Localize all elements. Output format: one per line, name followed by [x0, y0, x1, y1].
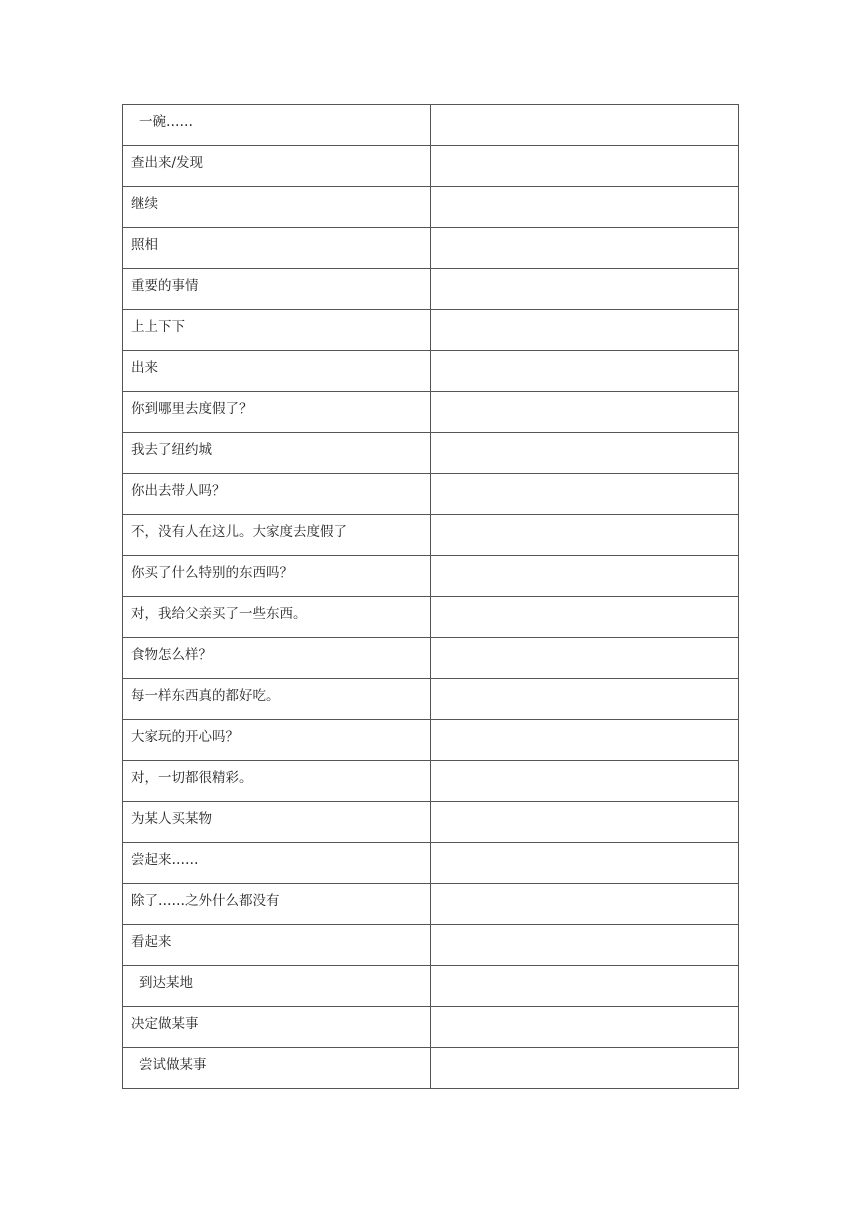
answer-text	[431, 1007, 738, 1015]
answer-cell[interactable]	[431, 269, 739, 310]
table-row	[123, 761, 739, 802]
table-row	[123, 351, 739, 392]
answer-cell[interactable]	[431, 884, 739, 925]
answer-cell[interactable]	[431, 761, 739, 802]
table-row	[123, 802, 739, 843]
phrase-text: 到达某地	[139, 975, 193, 991]
answer-text	[431, 310, 738, 318]
answer-cell[interactable]	[431, 351, 739, 392]
answer-text	[431, 802, 738, 810]
answer-text	[431, 269, 738, 277]
phrase-text: 重要的事情	[131, 278, 199, 294]
answer-text	[431, 720, 738, 728]
phrase-text: 一碗……	[139, 114, 193, 130]
answer-cell[interactable]	[431, 843, 739, 884]
table-row	[123, 392, 739, 433]
answer-text	[431, 761, 738, 769]
phrase-translation-table	[122, 104, 739, 1089]
phrase-cell	[123, 761, 431, 802]
phrase-text: 大家玩的开心吗？	[131, 729, 239, 745]
table-row	[123, 1048, 739, 1089]
table-row	[123, 966, 739, 1007]
table-body	[123, 105, 739, 1089]
phrase-text: 上上下下	[131, 319, 185, 335]
answer-cell[interactable]	[431, 720, 739, 761]
phrase-cell	[123, 228, 431, 269]
answer-text	[431, 146, 738, 154]
answer-cell[interactable]	[431, 187, 739, 228]
answer-cell[interactable]	[431, 228, 739, 269]
phrase-text: 尝起来……	[131, 852, 199, 868]
phrase-text: 食物怎么样？	[131, 647, 212, 663]
table-row	[123, 515, 739, 556]
phrase-cell	[123, 1048, 431, 1089]
table-row	[123, 1007, 739, 1048]
answer-cell[interactable]	[431, 925, 739, 966]
table-row	[123, 556, 739, 597]
phrase-cell	[123, 146, 431, 187]
answer-cell[interactable]	[431, 638, 739, 679]
answer-text	[431, 351, 738, 359]
table-row	[123, 105, 739, 146]
phrase-text: 决定做某事	[131, 1016, 199, 1032]
table-row	[123, 679, 739, 720]
phrase-text: 照相	[131, 237, 158, 253]
phrase-cell	[123, 351, 431, 392]
phrase-text: 我去了纽约城	[131, 442, 212, 458]
answer-cell[interactable]	[431, 966, 739, 1007]
table-row	[123, 433, 739, 474]
table-row	[123, 474, 739, 515]
phrase-text: 你到哪里去度假了？	[131, 401, 253, 417]
answer-cell[interactable]	[431, 474, 739, 515]
table-row	[123, 720, 739, 761]
phrase-text: 对，一切都很精彩。	[131, 770, 253, 786]
answer-cell[interactable]	[431, 1007, 739, 1048]
phrase-text: 除了……之外什么都没有	[131, 893, 280, 909]
phrase-text: 你买了什么特别的东西吗？	[131, 565, 293, 581]
answer-text	[431, 228, 738, 236]
phrase-cell	[123, 597, 431, 638]
phrase-cell	[123, 679, 431, 720]
phrase-cell	[123, 269, 431, 310]
phrase-text: 每一样东西真的都好吃。	[131, 688, 280, 704]
phrase-cell	[123, 884, 431, 925]
answer-text	[431, 966, 738, 974]
table-row	[123, 310, 739, 351]
phrase-cell	[123, 433, 431, 474]
table-row	[123, 597, 739, 638]
phrase-cell	[123, 392, 431, 433]
answer-text	[431, 105, 738, 113]
phrase-cell	[123, 720, 431, 761]
answer-cell[interactable]	[431, 105, 739, 146]
answer-text	[431, 187, 738, 195]
table-row	[123, 638, 739, 679]
answer-text	[431, 597, 738, 605]
table-row	[123, 228, 739, 269]
answer-text	[431, 638, 738, 646]
phrase-cell	[123, 925, 431, 966]
answer-text	[431, 556, 738, 564]
answer-cell[interactable]	[431, 310, 739, 351]
phrase-text: 查出来/发现	[131, 155, 204, 171]
answer-text	[431, 392, 738, 400]
phrase-cell	[123, 556, 431, 597]
phrase-text: 为某人买某物	[131, 811, 212, 827]
phrase-cell	[123, 187, 431, 228]
table-row	[123, 884, 739, 925]
answer-cell[interactable]	[431, 433, 739, 474]
phrase-cell	[123, 843, 431, 884]
phrase-text: 出来	[131, 360, 158, 376]
phrase-text: 你出去带人吗？	[131, 483, 226, 499]
phrase-cell	[123, 966, 431, 1007]
answer-cell[interactable]	[431, 146, 739, 187]
answer-text	[431, 515, 738, 523]
phrase-text: 尝试做某事	[139, 1057, 207, 1073]
table-row	[123, 187, 739, 228]
phrase-text: 看起来	[131, 934, 172, 950]
phrase-cell	[123, 474, 431, 515]
phrase-cell	[123, 310, 431, 351]
answer-text	[431, 925, 738, 933]
answer-text	[431, 843, 738, 851]
phrase-cell	[123, 802, 431, 843]
answer-text	[431, 433, 738, 441]
answer-cell[interactable]	[431, 679, 739, 720]
phrase-cell	[123, 105, 431, 146]
table-row	[123, 843, 739, 884]
table-row	[123, 925, 739, 966]
answer-cell[interactable]	[431, 802, 739, 843]
answer-cell[interactable]	[431, 515, 739, 556]
answer-cell[interactable]	[431, 392, 739, 433]
table-row	[123, 269, 739, 310]
answer-text	[431, 474, 738, 482]
answer-cell[interactable]	[431, 556, 739, 597]
phrase-cell	[123, 1007, 431, 1048]
answer-text	[431, 1048, 738, 1056]
table-row	[123, 146, 739, 187]
answer-cell[interactable]	[431, 597, 739, 638]
phrase-cell	[123, 638, 431, 679]
answer-cell[interactable]	[431, 1048, 739, 1089]
answer-text	[431, 884, 738, 892]
answer-text	[431, 679, 738, 687]
phrase-text: 对，我给父亲买了一些东西。	[131, 606, 307, 622]
phrase-text: 不，没有人在这儿。大家度去度假了	[131, 524, 347, 540]
phrase-cell	[123, 515, 431, 556]
phrase-text: 继续	[131, 196, 158, 212]
